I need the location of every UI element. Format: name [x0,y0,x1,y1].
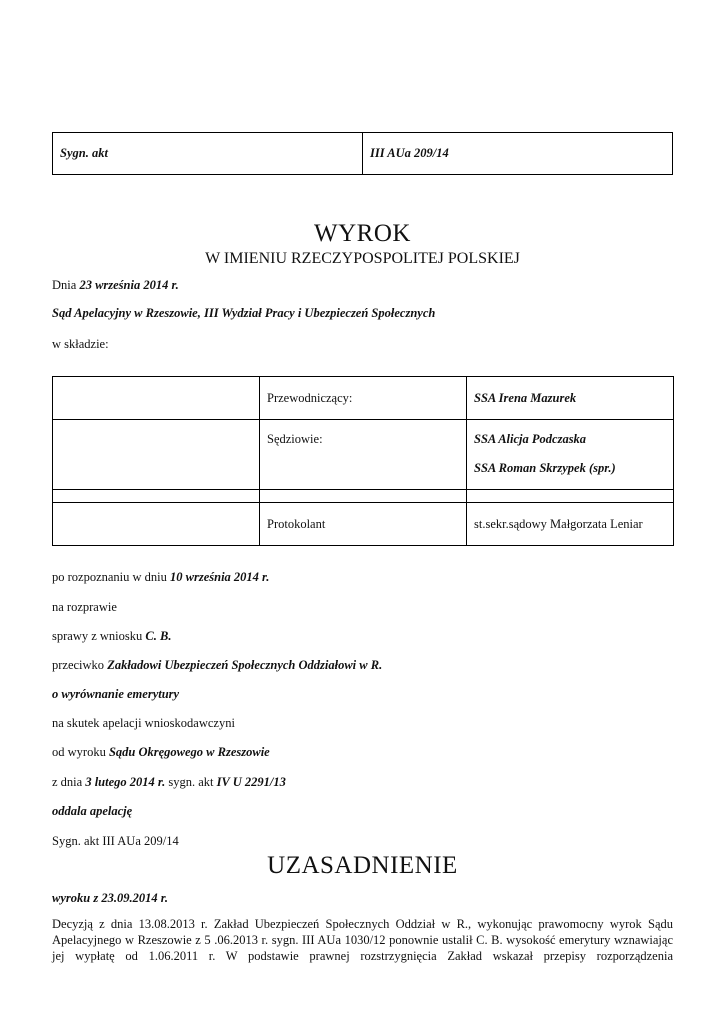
appeal-line: na skutek apelacji wnioskodawczyni [52,716,235,730]
case-line: sprawy z wniosku C. B. [52,629,172,643]
justification-title: UZASADNIENIE [267,852,458,879]
chair-label: Przewodniczący: [260,377,467,420]
justification-paragraph: Decyzją z dnia 13.08.2013 r. Zakład Ubezpieczeń Społecznych Oddział w R., wykonując prawomocny wyrok Sądu Apelacyjnego w Rzeszowie z 5 .06.2013 r. sygn. III AUa 1030/12 ponownie ustalił C. B. wysokość emerytury wznawiając jej wypłatę od 1.06.2011 r. W podstawie prawnej rozstrzygnięcia Zakład wskazał przepisy rozporządzenia [52,917,673,963]
judges-label: Sędziowie: [260,420,467,490]
chair-name: SSA Irena Mazurek [467,377,674,420]
hearing-line: po rozpoznaniu w dniu 10 września 2014 r. [52,570,270,584]
panel-empty-cell [53,490,260,503]
respondent-name: Zakładowi Ubezpieczeń Społecznych Oddziałowi w R. [107,658,383,672]
document-subtitle: W IMIENIU RZECZYPOSPOLITEJ POLSKIEJ [205,250,520,267]
panel-empty-cell [53,420,260,490]
session-line: na rozprawie [52,600,117,614]
signature-table [52,132,673,175]
date-line: Dnia 23 września 2014 r. [52,278,179,292]
composition-label: w składzie: [52,337,109,351]
justification-subtitle: wyroku z 23.09.2014 r. [52,891,168,905]
lower-court-name: Sądu Okręgowego w Rzeszowie [108,745,270,759]
panel-table [52,376,674,546]
panel-empty-cell [53,503,260,546]
signature-value: III AUa 209/14 [363,133,673,175]
hearing-date: 10 września 2014 r. [170,570,270,584]
ruling-line: oddala apelację [52,804,133,818]
judge-name: SSA Alicja Podczaska [474,432,587,446]
clerk-name: st.sekr.sądowy Małgorzata Leniar [467,503,674,546]
subject-line: o wyrównanie emerytury [52,687,180,701]
document-title: WYROK [314,220,411,247]
against-line: przeciwko Zakładowi Ubezpieczeń Społecznych Oddziałowi w R. [52,658,383,672]
applicant-name: C. B. [145,629,172,643]
panel-empty-cell [260,490,467,503]
clerk-label: Protokolant [260,503,467,546]
judgment-line: od wyroku Sądu Okręgowego w Rzeszowie [52,745,270,759]
lower-date-line: z dnia 3 lutego 2014 r. sygn. akt IV U 2291/13 [52,775,286,789]
ref-line: Sygn. akt III AUa 209/14 [52,834,179,848]
panel-empty-cell [53,377,260,420]
signature-label: Sygn. akt [53,133,363,175]
lower-judgment-date: 3 lutego 2014 r. [85,775,166,789]
judgment-date: 23 września 2014 r. [79,278,179,292]
lower-ref: IV U 2291/13 [216,775,286,789]
judge-name: SSA Roman Skrzypek (spr.) [474,461,616,475]
court-name: Sąd Apelacyjny w Rzeszowie, III Wydział Pracy i Ubezpieczeń Społecznych [52,306,436,320]
panel-empty-cell [467,490,674,503]
judges-names [467,420,674,490]
